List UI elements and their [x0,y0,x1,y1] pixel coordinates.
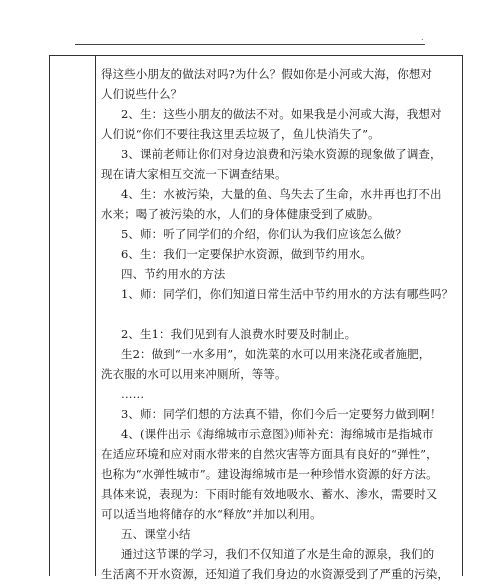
text-line: 3、课前老师让你们对身边浪费和污染水资源的现象做了调查， [121,147,442,161]
text-line: 也称为“水弹性城市”。建设海绵城市是一种珍惜水资源的好方法。 [101,467,438,481]
text-line: 现在请大家相互交流一下调查结果。 [101,167,287,181]
text-line: 水来；喝了被污染的水，人们的身体健康受到了威胁。 [101,207,380,221]
text-line: 具体来说，表现为：下雨时能有效地吸水、蓄水、渗水，需要时又 [101,487,438,501]
table-left-column [50,56,96,576]
text-line: 4、生：水被污染，大量的鱼、鸟失去了生命，水井再也打不出 [121,187,442,201]
section-heading: 四、节约用水的方法 [121,267,226,281]
lesson-content [101,64,453,584]
text-line: 6、生：我们一定要保护水资源，做到节约用水。 [121,247,373,261]
text-line: 2、生1：我们见到有人浪费水时要及时制止。 [121,327,357,341]
lesson-table [49,55,463,581]
text-line: 5、师：听了同学们的介绍，你们认为我们应该怎么做？ [121,227,407,241]
text-line: 4、(课件出示《海绵城市示意图》)师补充：海绵城市是指城市 [121,427,434,441]
text-line: 在适应环境和应对雨水带来的自然灾害等方面具有良好的“弹性”， [101,447,438,461]
text-line: 可以适当地将储存的水“释放”并加以利用。 [101,507,322,521]
header-rule [75,44,425,45]
text-line: 人们说“你们不要往我这里丢垃圾了，鱼儿快消失了”。 [101,127,380,141]
text-line: 生2：做到“一水多用”，如洗菜的水可以用来浇花或者施肥， [121,347,431,361]
text-line: 生活离不开水资源，还知道了我们身边的水资源受到了严重的污染， [101,567,449,581]
text-line: 3、师：同学们想的方法真不错，你们今后一定要努力做到啊！ [121,407,442,421]
section-heading: 五、课堂小结 [121,527,191,541]
text-line: 1、师：同学们，你们知道日常生活中节约用水的方法有哪些吗？ [121,287,454,301]
header-mark: . [421,33,424,42]
text-line: 人们说些什么？ [101,87,183,101]
ellipsis-line: …… [121,387,145,401]
blank-line [101,304,453,324]
text-line: 洗衣服的水可以用来冲厕所，等等。 [101,367,287,381]
text-line: 得这些小朋友的做法对吗?为什么？假如你是小河或大海，你想对 [101,67,433,81]
text-line: 通过这节课的学习，我们不仅知道了水是生命的源泉，我们的 [121,547,435,561]
text-line: 2、生：这些小朋友的做法不对。如果我是小河或大海，我想对 [121,107,442,121]
